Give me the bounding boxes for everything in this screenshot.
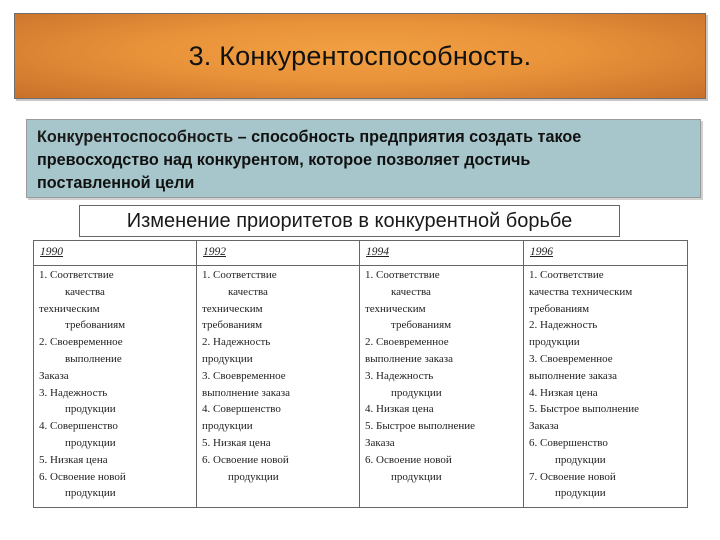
priority-line: выполнение заказа bbox=[365, 352, 454, 365]
priority-line: продукции bbox=[228, 470, 279, 483]
priority-line: требованиям bbox=[65, 319, 126, 332]
definition-box bbox=[26, 119, 701, 198]
priority-line: 3. Своевременное bbox=[202, 369, 286, 382]
priority-line: 3. Надежность bbox=[365, 369, 434, 382]
priority-line: 7. Освоение новой bbox=[529, 470, 616, 483]
priority-line: 5. Низкая цена bbox=[202, 436, 271, 449]
year-header: 1996 bbox=[524, 241, 688, 266]
priority-line: 4. Низкая цена bbox=[365, 403, 434, 416]
priority-line: 6. Освоение новой bbox=[39, 470, 126, 483]
priority-line: требованиям bbox=[529, 302, 590, 315]
subtitle: Изменение приоритетов в конкурентной борьбе bbox=[126, 209, 573, 232]
priority-line: 1. Соответствие bbox=[529, 269, 604, 281]
priority-line: требованиям bbox=[202, 319, 263, 332]
slide-title-box bbox=[14, 13, 706, 99]
priority-line: 6. Освоение новой bbox=[365, 453, 452, 466]
definition-line3: поставленной цели bbox=[37, 174, 195, 192]
priority-line: продукции bbox=[202, 420, 253, 433]
definition-line2: превосходство над конкурентом, которое позволяет достичь bbox=[37, 151, 531, 169]
year-header: 1992 bbox=[197, 241, 360, 266]
priority-line: качества bbox=[391, 285, 431, 298]
definition-text bbox=[37, 126, 692, 195]
priorities-row bbox=[34, 266, 688, 508]
priority-line: 2. Надежность bbox=[529, 319, 598, 332]
priority-line: качества bbox=[65, 285, 105, 298]
priority-line: 1. Соответствие bbox=[39, 269, 114, 281]
priorities-cell-1994 bbox=[360, 266, 524, 508]
priority-line: 2. Надежность bbox=[202, 336, 271, 349]
priority-line: продукции bbox=[555, 453, 606, 466]
priority-line: Заказа bbox=[529, 420, 559, 433]
priority-line: техническим bbox=[202, 302, 263, 315]
priority-line: продукции bbox=[555, 487, 606, 500]
year-header: 1990 bbox=[34, 241, 197, 266]
priorities-cell-1996 bbox=[524, 266, 688, 508]
priority-line: продукции bbox=[65, 487, 116, 500]
priority-line: выполнение bbox=[65, 352, 122, 365]
priority-line: Заказа bbox=[39, 369, 69, 382]
priority-line: 2. Своевременное bbox=[39, 336, 123, 349]
year-header: 1994 bbox=[360, 241, 524, 266]
priority-line: 1. Соответствие bbox=[202, 269, 277, 281]
priorities-cell-1992 bbox=[197, 266, 360, 508]
slide-title: 3. Конкурентоспособность. bbox=[188, 40, 532, 71]
priority-line: продукции bbox=[65, 436, 116, 449]
priority-line: 4. Низкая цена bbox=[529, 386, 598, 399]
priority-line: 3. Своевременное bbox=[529, 352, 613, 365]
priority-line: 6. Совершенство bbox=[529, 436, 608, 449]
priority-line: техническим bbox=[39, 302, 100, 315]
priority-line: выполнение заказа bbox=[202, 386, 291, 399]
priorities-cell-1990 bbox=[34, 266, 197, 508]
priority-line: продукции bbox=[529, 336, 580, 349]
priority-line: 1. Соответствие bbox=[365, 269, 440, 281]
priority-line: продукции bbox=[391, 470, 442, 483]
priority-line: техническим bbox=[365, 302, 426, 315]
priority-line: 4. Совершенство bbox=[202, 403, 281, 416]
priority-line: качества bbox=[228, 285, 268, 298]
priorities-table bbox=[33, 240, 688, 508]
priority-line: 5. Быстрое выполнение bbox=[365, 420, 476, 433]
priority-line: требованиям bbox=[391, 319, 452, 332]
priority-line: выполнение заказа bbox=[529, 369, 618, 382]
subtitle-box bbox=[79, 205, 620, 237]
priority-line: продукции bbox=[391, 386, 442, 399]
priority-line: 5. Быстрое выполнение bbox=[529, 403, 640, 416]
priority-line: Заказа bbox=[365, 436, 395, 449]
priority-line: 4. Совершенство bbox=[39, 420, 118, 433]
priority-line: 5. Низкая цена bbox=[39, 453, 108, 466]
priority-line: качества техническим bbox=[529, 285, 633, 298]
priority-line: 6. Освоение новой bbox=[202, 453, 289, 466]
priority-line: продукции bbox=[202, 352, 253, 365]
year-header-row bbox=[34, 241, 688, 266]
priority-line: 3. Надежность bbox=[39, 386, 108, 399]
definition-term: Конкурентоспособность bbox=[37, 128, 234, 146]
priority-line: продукции bbox=[65, 403, 116, 416]
priority-line: 2. Своевременное bbox=[365, 336, 449, 349]
definition-line1-rest: – способность предприятия создать такое bbox=[233, 128, 582, 146]
